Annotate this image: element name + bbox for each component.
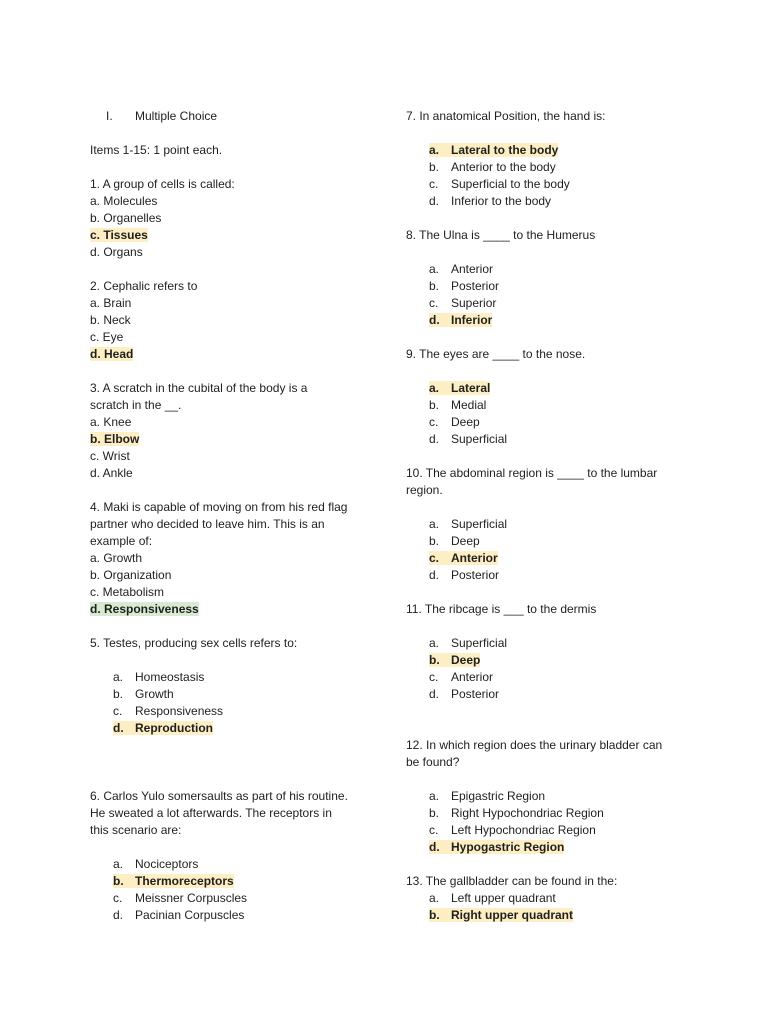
question-2 [90,278,370,363]
option-text: Epigastric Region [451,789,546,803]
option-letter: b. [429,534,440,548]
option-text: Superficial [451,636,508,650]
option-text: Superficial [451,517,508,531]
answer-option: Inferior [451,313,493,327]
question-11 [406,601,691,703]
question-5 [90,635,370,737]
answer-option: d. Responsiveness [90,602,199,616]
question-1 [90,176,370,261]
question-9 [406,346,691,448]
option-text: Left upper quadrant [451,891,556,905]
question-stem: 9. The eyes are ____ to the nose. [406,347,586,361]
option-text: Posterior [451,687,500,701]
option: c. Eye [90,330,124,344]
option-letter: a. [113,670,124,684]
option-letter: c. [429,415,439,429]
option-text: Posterior [451,279,500,293]
question-stem: 4. Maki is capable of moving on from his red flag [90,500,348,514]
option: a. Molecules [90,194,158,208]
option: b. Neck [90,313,131,327]
option-letter: a. [429,636,440,650]
option-letter: a. [429,262,440,276]
option-letter: a. [429,381,440,395]
option-text: Deep [451,415,480,429]
option-text: Right Hypochondriac Region [451,806,604,820]
option: c. Wrist [90,449,130,463]
option-letter: d. [429,568,440,582]
option-letter: b. [429,398,440,412]
option: d. Organs [90,245,143,259]
question-stem: He sweated a lot afterwards. The receptors in [90,806,332,820]
answer-option: b. Elbow [90,432,140,446]
question-10 [406,465,691,584]
option-letter: c. [113,704,123,718]
question-stem: 11. The ribcage is ___ to the dermis [406,602,597,616]
answer-option: c. Tissues [90,228,148,242]
question-stem: 5. Testes, producing sex cells refers to: [90,636,298,650]
answer-option: Deep [451,653,481,667]
right-column [406,108,691,924]
option-letter: a. [429,517,440,531]
question-stem: 1. A group of cells is called: [90,177,235,191]
option-text: Superior [451,296,497,310]
option-text: Deep [451,534,480,548]
option-letter: d. [429,194,440,208]
question-8 [406,227,691,329]
question-stem: 12. In which region does the urinary bladder can [406,738,663,752]
option: a. Knee [90,415,132,429]
option-text: Homeostasis [135,670,205,684]
question-stem: 13. The gallbladder can be found in the: [406,874,618,888]
option-letter: b. [113,874,124,888]
option-letter: c. [429,823,439,837]
option-letter: b. [429,653,440,667]
option-text: Superficial to the body [451,177,570,191]
question-6 [90,788,370,924]
question-stem: partner who decided to leave him. This is an [90,517,325,531]
option-text: Posterior [451,568,500,582]
option: b. Organization [90,568,172,582]
option: a. Brain [90,296,132,310]
question-stem: 6. Carlos Yulo somersaults as part of his routine. [90,789,348,803]
option-letter: c. [429,551,440,565]
option-letter: b. [429,160,440,174]
answer-option: Reproduction [135,721,213,735]
option-letter: b. [429,908,440,922]
question-stem: example of: [90,534,153,548]
option-letter: b. [429,806,440,820]
option-letter: c. [429,177,439,191]
question-stem: scratch in the __. [90,398,182,412]
option-letter: b. [429,279,440,293]
question-12 [406,737,691,856]
option-text: Left Hypochondriac Region [451,823,596,837]
question-stem: 10. The abdominal region is ____ to the lumbar [406,466,658,480]
option-text: Medial [451,398,487,412]
left-column [90,108,370,924]
option-text: Anterior [451,670,494,684]
option-text: Anterior to the body [451,160,556,174]
option-text: Superficial [451,432,508,446]
answer-option: Hypogastric Region [451,840,565,854]
option-letter: a. [429,891,440,905]
question-stem: 2. Cephalic refers to [90,279,198,293]
question-stem: 3. A scratch in the cubital of the body is a [90,381,308,395]
question-stem: 8. The Ulna is ____ to the Humerus [406,228,596,242]
question-stem: this scenario are: [90,823,182,837]
option-text: Responsiveness [135,704,224,718]
option-letter: a. [429,789,440,803]
section-heading [106,108,370,125]
option-letter: d. [113,908,124,922]
option-text: Meissner Corpuscles [135,891,248,905]
option-text: Nociceptors [135,857,199,871]
option-letter: d. [429,840,440,854]
option: a. Growth [90,551,143,565]
option-letter: b. [113,687,124,701]
question-4 [90,499,370,618]
option-letter: d. [429,313,440,327]
items-note: Items 1-15: 1 point each. [90,143,223,157]
option: c. Metabolism [90,585,165,599]
section-title: Multiple Choice [135,109,218,123]
option-text: Growth [135,687,174,701]
answer-option: Right upper quadrant [451,908,573,922]
answer-option: Lateral to the body [451,143,559,157]
option: b. Organelles [90,211,162,225]
answer-option: Lateral [451,381,491,395]
question-7 [406,108,691,210]
question-stem: be found? [406,755,460,769]
answer-option: Thermoreceptors [135,874,234,888]
question-3 [90,380,370,482]
question-stem: 7. In anatomical Position, the hand is: [406,109,606,123]
option-letter: c. [429,670,439,684]
option-letter: a. [429,143,440,157]
option-letter: d. [113,721,124,735]
option-letter: c. [429,296,439,310]
answer-option: d. Head [90,347,134,361]
option-letter: d. [429,687,440,701]
section-number: I. [106,109,113,123]
answer-option: Anterior [451,551,498,565]
option: d. Ankle [90,466,133,480]
option-text: Inferior to the body [451,194,552,208]
option-letter: c. [113,891,123,905]
question-13 [406,873,691,924]
option-letter: d. [429,432,440,446]
option-text: Pacinian Corpuscles [135,908,245,922]
question-stem: region. [406,483,443,497]
option-text: Anterior [451,262,494,276]
option-letter: a. [113,857,124,871]
